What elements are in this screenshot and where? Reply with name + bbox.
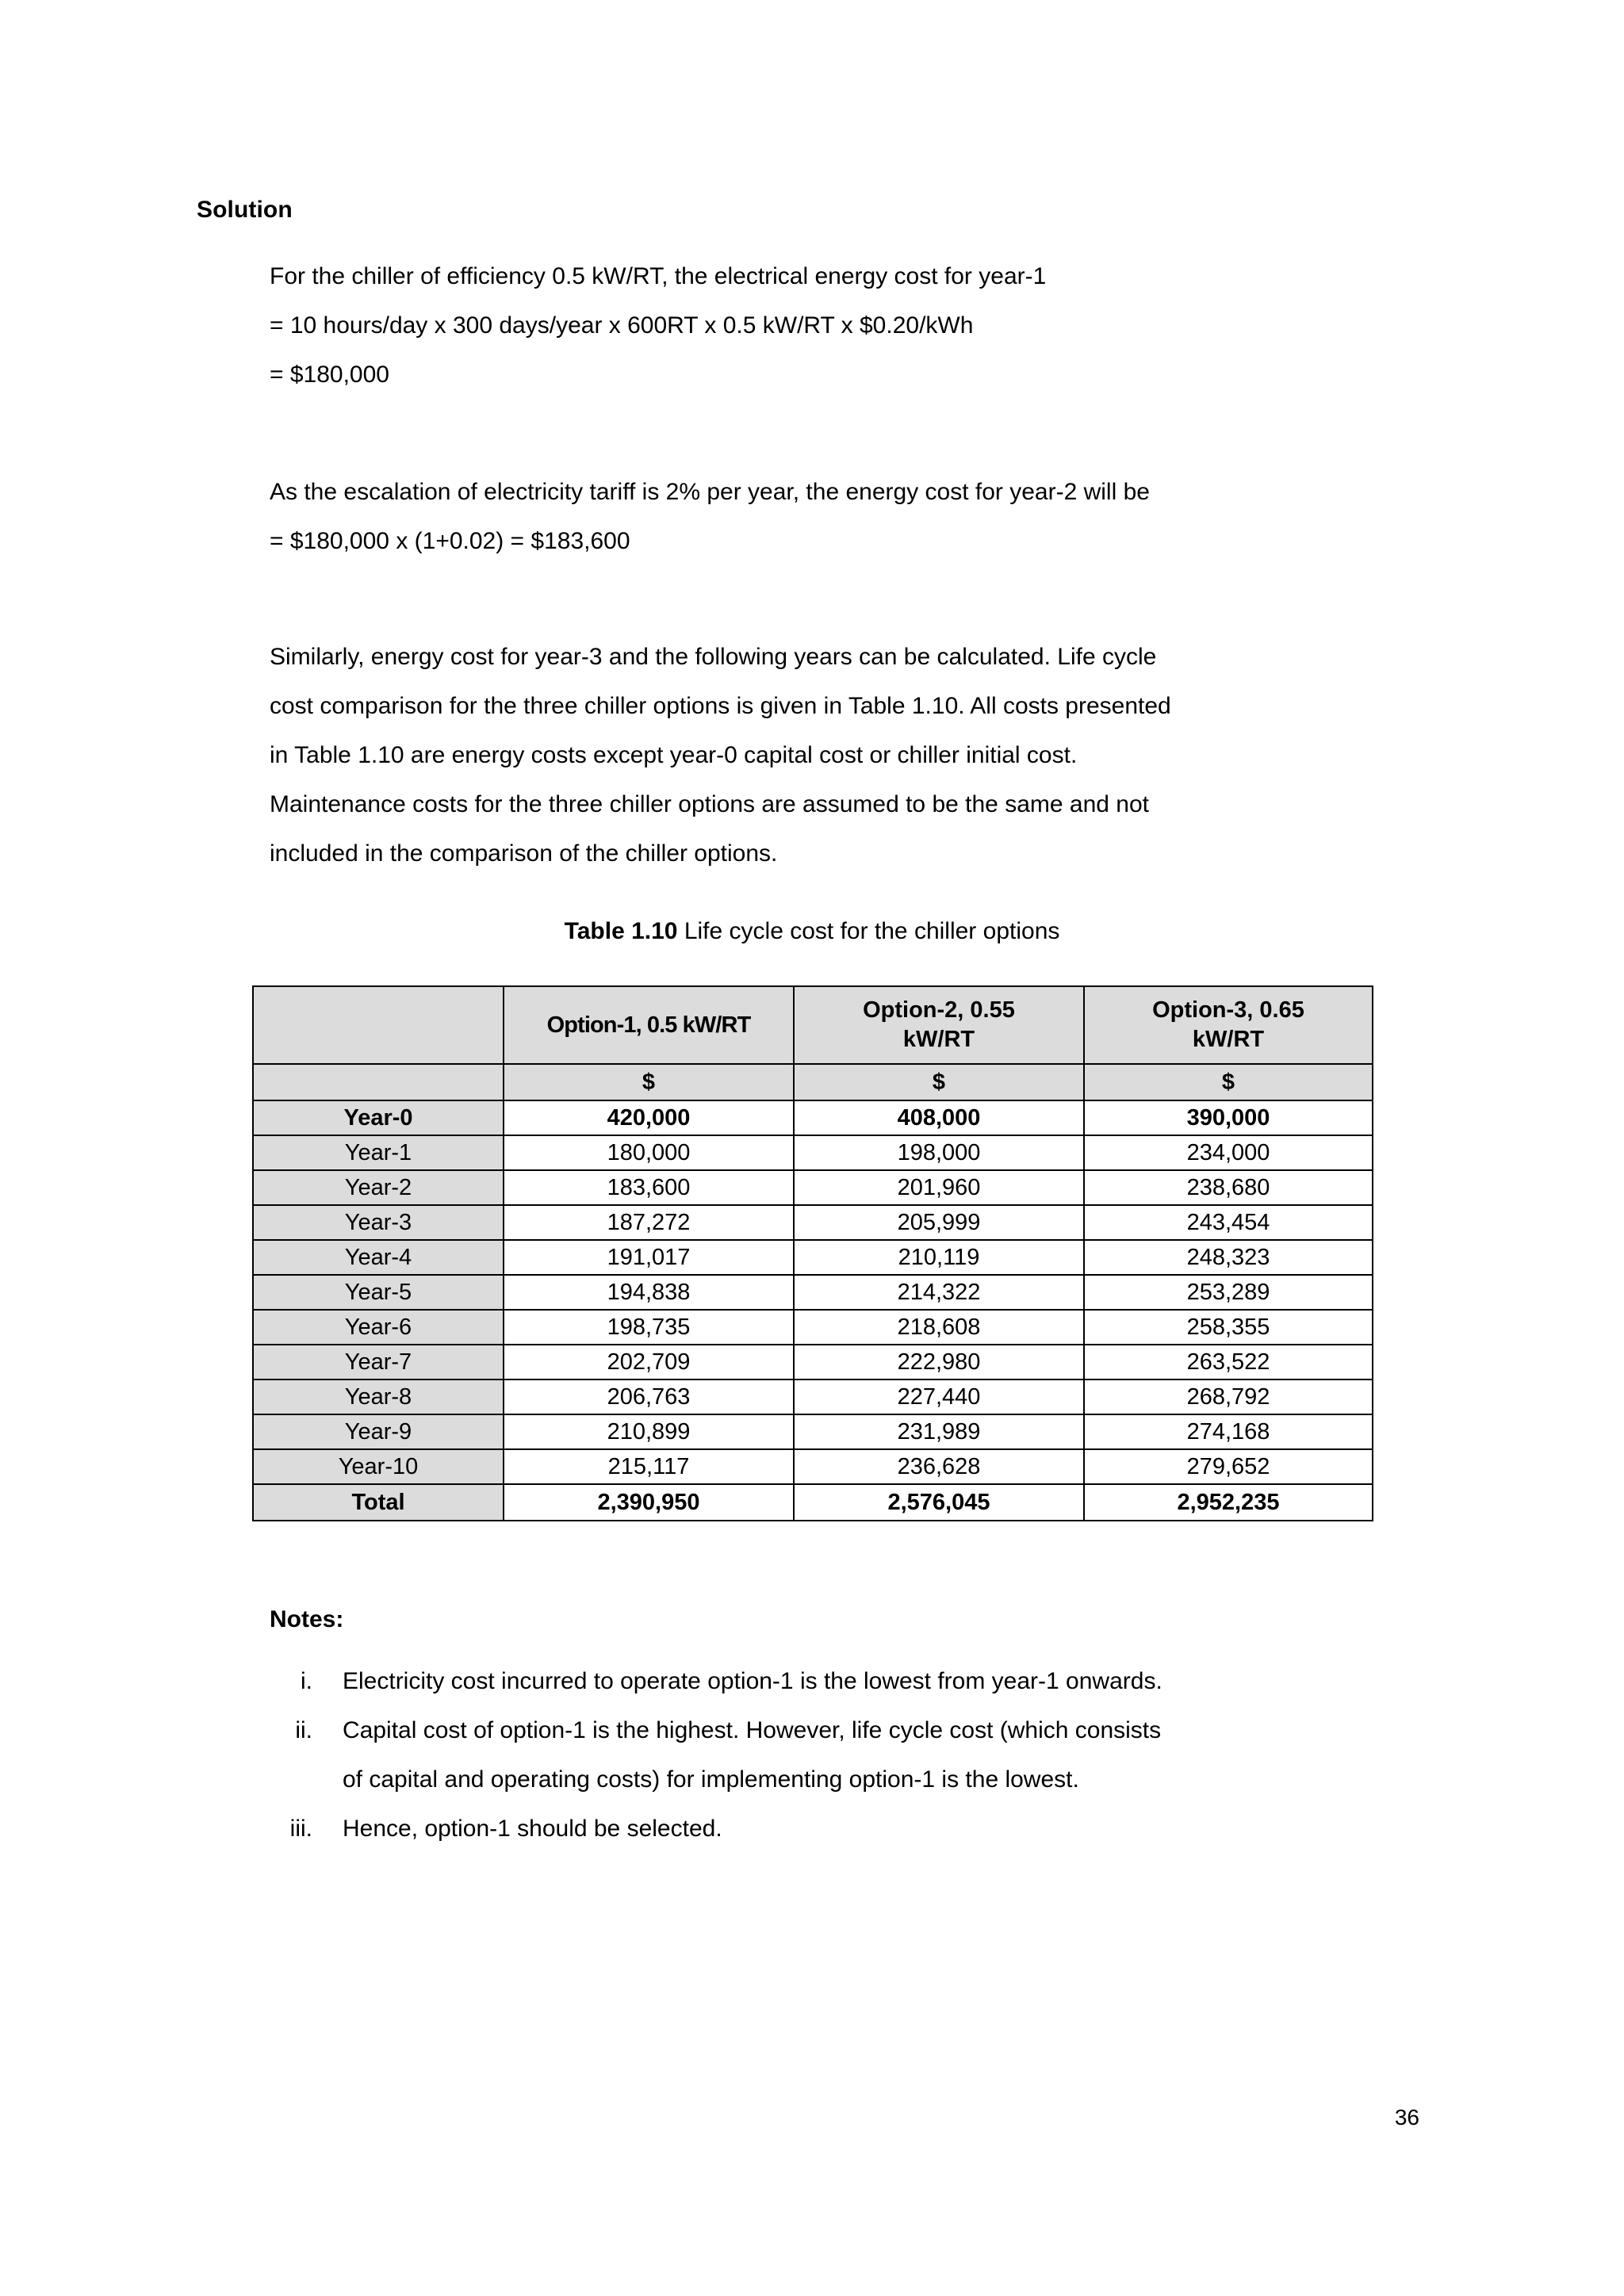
row-label: Year-2 [253,1170,504,1205]
cell-option-2: 408,000 [794,1100,1084,1135]
cell-option-3: 253,289 [1084,1275,1373,1310]
explanation-paragraph [270,633,1418,878]
unit-option-2: $ [794,1064,1084,1100]
list-item [270,1706,1418,1804]
cell-option-1: 180,000 [504,1135,794,1170]
life-cycle-cost-table [252,985,1373,1521]
unit-option-3: $ [1084,1064,1373,1100]
row-label: Year-7 [253,1345,504,1380]
table-caption-label: Table 1.10 [564,918,678,944]
intro-line-2: = 10 hours/day x 300 days/year x 600RT x 0.5 kW/RT x $0.20/kWh [270,312,974,339]
table-unit-row [253,1064,1373,1100]
table-row [253,1275,1373,1310]
intro-block [270,252,1380,400]
paragraph-line-3: in Table 1.10 are energy costs except year-0 capital cost or chiller initial cost. [270,742,1078,768]
list-item-marker: iii. [289,1816,312,1842]
column-header-option-1-line-1: Option-1, 0.5 kW/RT [546,1012,751,1038]
cell-option-3: 234,000 [1084,1135,1373,1170]
column-header-option-2-line-2: kW/RT [902,1027,975,1052]
table-row [253,1100,1373,1135]
list-item-line: Electricity cost incurred to operate option-1 is the lowest from year-1 onwards. [343,1668,1162,1694]
table-caption [252,918,1372,945]
intro-line-1: For the chiller of efficiency 0.5 kW/RT, the electrical energy cost for year-1 [270,263,1047,289]
column-header-option-3 [1084,986,1373,1064]
cell-option-2: 201,960 [794,1170,1084,1205]
list-item-text [343,1657,1418,1706]
row-label: Year-1 [253,1135,504,1170]
cell-option-1: 194,838 [504,1275,794,1310]
page-number: 36 [1394,2105,1419,2130]
notes-list [270,1657,1418,1854]
paragraph-line-5: included in the comparison of the chiller options. [270,840,778,867]
column-header-option-3-line-2: kW/RT [1192,1027,1265,1052]
row-label: Year-8 [253,1380,504,1414]
cell-option-3: 258,355 [1084,1310,1373,1345]
cell-option-1: 215,117 [504,1449,794,1484]
paragraph-line-1: Similarly, energy cost for year-3 and the following years can be calculated. Life cycle [270,644,1157,670]
cell-option-2: 198,000 [794,1135,1084,1170]
table-row [253,1380,1373,1414]
paragraph-line-2: cost comparison for the three chiller options is given in Table 1.10. All costs presented [270,693,1171,719]
cell-option-3: 274,168 [1084,1414,1373,1449]
table-row [253,1135,1373,1170]
row-label: Year-10 [253,1449,504,1484]
page-title: Solution [197,197,293,223]
table-row [253,1449,1373,1484]
list-item-marker: i. [301,1668,312,1694]
row-label: Year-9 [253,1414,504,1449]
table-row [253,1170,1373,1205]
intro-line-3: = $180,000 [270,362,389,388]
list-item [270,1804,1418,1854]
table-row [253,1240,1373,1275]
table-row [253,1345,1373,1380]
cell-option-2: 205,999 [794,1205,1084,1240]
table-row [253,1205,1373,1240]
cell-option-2: 231,989 [794,1414,1084,1449]
escalation-block [270,468,1380,566]
cell-option-2: 236,628 [794,1449,1084,1484]
list-item [270,1657,1418,1706]
table-row [253,1310,1373,1345]
paragraph-line-4: Maintenance costs for the three chiller options are assumed to be the same and not [270,791,1149,817]
column-header-option-2-line-1: Option-2, 0.55 [863,997,1015,1023]
table-corner-header [253,986,504,1064]
row-label: Year-0 [253,1100,504,1135]
list-item-line: of capital and operating costs) for implementing option-1 is the lowest. [343,1766,1079,1793]
column-header-option-1 [504,986,794,1064]
cell-option-3: 268,792 [1084,1380,1373,1414]
unit-option-1: $ [504,1064,794,1100]
row-label: Year-5 [253,1275,504,1310]
total-label: Total [253,1484,504,1521]
row-label: Year-6 [253,1310,504,1345]
cell-option-2: 214,322 [794,1275,1084,1310]
cell-option-1: 198,735 [504,1310,794,1345]
table-total-row [253,1484,1373,1521]
table-caption-text: Life cycle cost for the chiller options [677,918,1060,944]
total-option-2: 2,576,045 [794,1484,1084,1521]
row-label: Year-3 [253,1205,504,1240]
escalation-line-1: As the escalation of electricity tariff is 2% per year, the energy cost for year-2 will be [270,479,1150,505]
list-item-line: Capital cost of option-1 is the highest. However, life cycle cost (which consists [343,1717,1162,1743]
table-row [253,1414,1373,1449]
notes-title: Notes: [270,1606,344,1632]
cell-option-2: 222,980 [794,1345,1084,1380]
cell-option-1: 420,000 [504,1100,794,1135]
list-item-marker: ii. [295,1717,312,1743]
cell-option-1: 187,272 [504,1205,794,1240]
cell-option-2: 218,608 [794,1310,1084,1345]
list-item-text [343,1706,1418,1804]
cell-option-1: 191,017 [504,1240,794,1275]
table-header-row [253,986,1373,1064]
list-item-text [343,1804,1418,1854]
total-option-1: 2,390,950 [504,1484,794,1521]
cell-option-1: 210,899 [504,1414,794,1449]
cell-option-3: 279,652 [1084,1449,1373,1484]
cell-option-1: 202,709 [504,1345,794,1380]
cell-option-2: 210,119 [794,1240,1084,1275]
escalation-line-2: = $180,000 x (1+0.02) = $183,600 [270,528,630,554]
cell-option-2: 227,440 [794,1380,1084,1414]
cell-option-3: 248,323 [1084,1240,1373,1275]
column-header-option-2 [794,986,1084,1064]
unit-row-label [253,1064,504,1100]
list-item-line: Hence, option-1 should be selected. [343,1816,722,1842]
cell-option-1: 183,600 [504,1170,794,1205]
cell-option-3: 263,522 [1084,1345,1373,1380]
total-option-3: 2,952,235 [1084,1484,1373,1521]
row-label: Year-4 [253,1240,504,1275]
cell-option-1: 206,763 [504,1380,794,1414]
cell-option-3: 238,680 [1084,1170,1373,1205]
cell-option-3: 243,454 [1084,1205,1373,1240]
cell-option-3: 390,000 [1084,1100,1373,1135]
column-header-option-3-line-1: Option-3, 0.65 [1152,997,1304,1023]
